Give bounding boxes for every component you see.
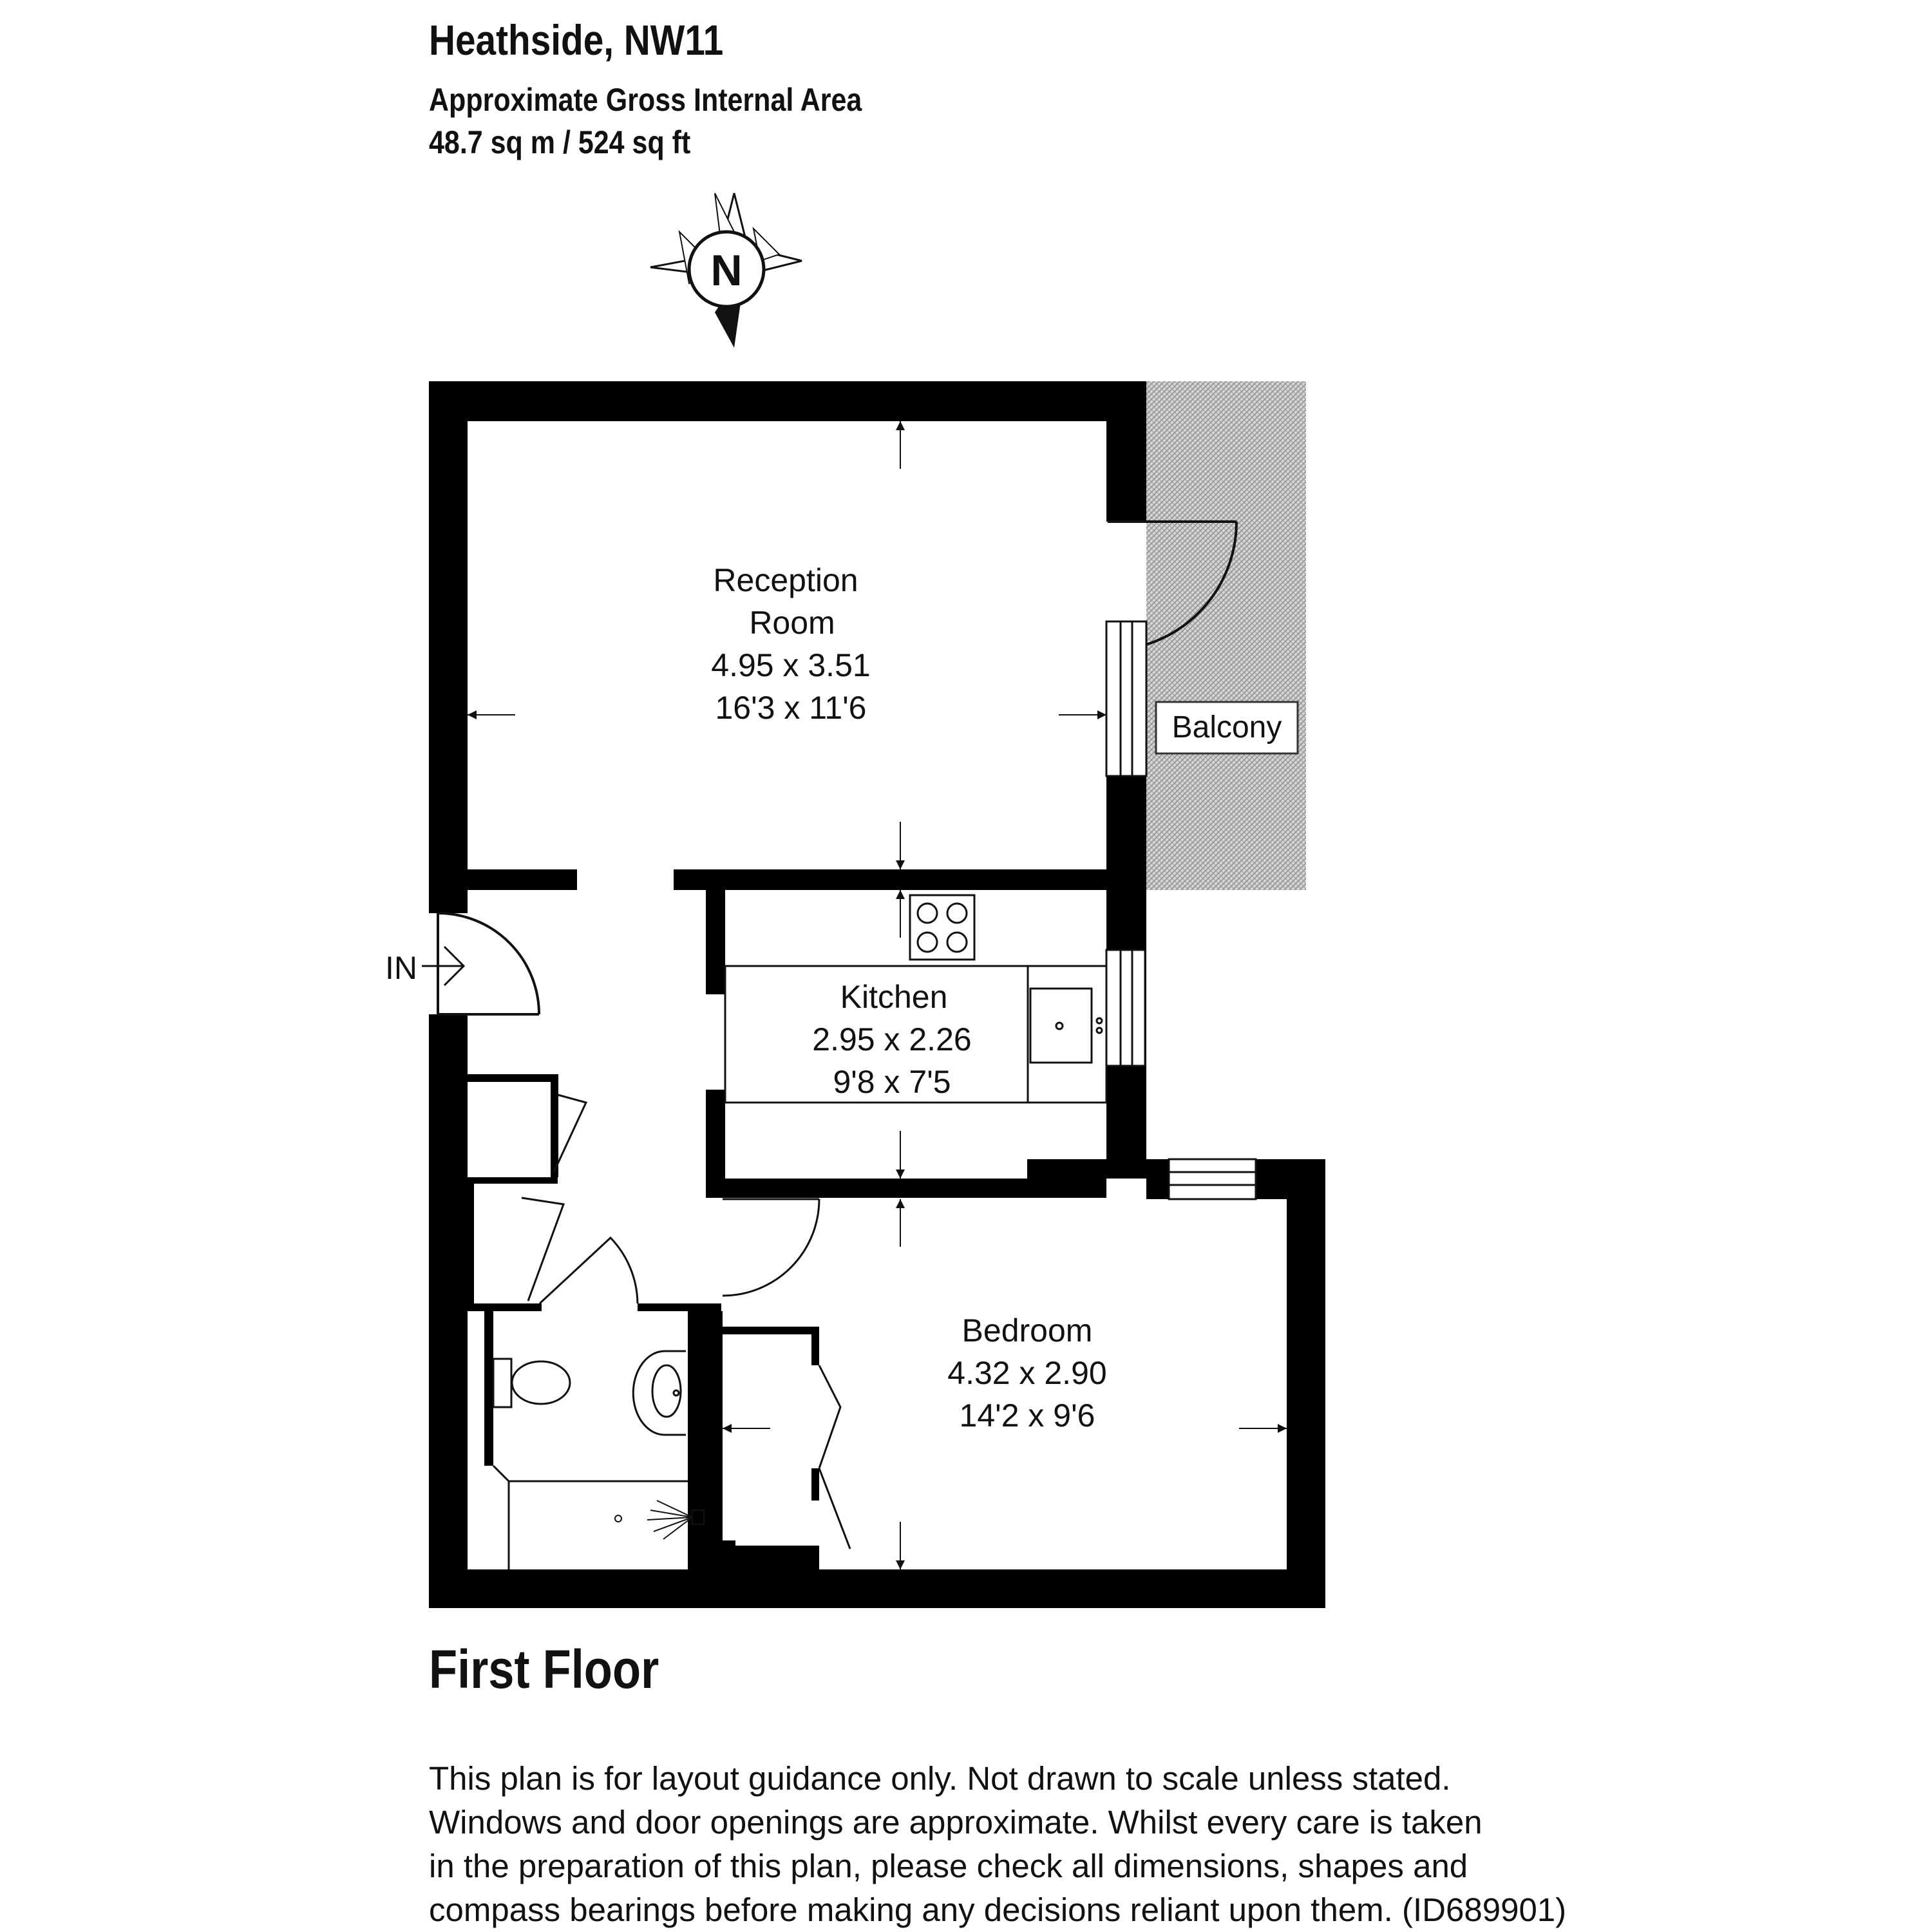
kitchen-metric: 2.95 x 2.26 xyxy=(812,1021,972,1057)
bath-icon xyxy=(493,1466,688,1569)
area-value: 48.7 sq m / 524 sq ft xyxy=(429,124,691,160)
floor-label: First Floor xyxy=(429,1639,659,1700)
window xyxy=(1106,621,1146,776)
hob-icon xyxy=(910,895,974,960)
cupboard-door xyxy=(554,1095,586,1172)
disclaimer-line: This plan is for layout guidance only. Not drawn to scale unless stated. xyxy=(429,1760,1451,1797)
kitchen-label xyxy=(812,979,971,1100)
kitchen-imperial: 9'8 x 7'5 xyxy=(833,1064,951,1100)
kitchen-name: Kitchen xyxy=(840,979,948,1015)
reception-room-label xyxy=(711,562,870,726)
entrance-label: IN xyxy=(385,950,417,986)
entrance-arrow-icon xyxy=(422,947,464,985)
area-label: Approximate Gross Internal Area xyxy=(429,82,862,118)
entrance-door xyxy=(438,913,539,1014)
compass-north-letter: N xyxy=(710,246,743,295)
bedroom-door xyxy=(723,1199,819,1296)
reception-metric: 4.95 x 3.51 xyxy=(711,647,871,683)
bedroom-metric: 4.32 x 2.90 xyxy=(947,1355,1107,1391)
compass-icon xyxy=(650,193,802,348)
bedroom-label xyxy=(947,1312,1106,1434)
bedroom-imperial: 14'2 x 9'6 xyxy=(959,1397,1095,1434)
bathroom-door xyxy=(540,1238,638,1303)
basin-icon xyxy=(633,1351,686,1435)
wardrobe-door xyxy=(819,1365,850,1549)
reception-name-line2: Room xyxy=(749,605,835,641)
property-title: Heathside, NW11 xyxy=(429,16,724,64)
disclaimer-line: Windows and door openings are approximate. Whilst every care is taken xyxy=(429,1804,1482,1841)
window xyxy=(1169,1159,1256,1199)
balcony-label: Balcony xyxy=(1171,710,1282,744)
window xyxy=(1106,950,1145,1066)
disclaimer xyxy=(429,1757,1566,1932)
disclaimer-line: in the preparation of this plan, please check all dimensions, shapes and xyxy=(429,1848,1468,1884)
cupboard-door xyxy=(522,1198,564,1301)
sink-icon xyxy=(1030,989,1102,1063)
reception-imperial: 16'3 x 11'6 xyxy=(715,690,867,726)
toilet-icon xyxy=(493,1359,570,1407)
reception-name-line1: Reception xyxy=(713,562,858,598)
disclaimer-line: compass bearings before making any decisions reliant upon them. (ID689901) xyxy=(429,1891,1567,1928)
bedroom-name: Bedroom xyxy=(961,1312,1093,1349)
